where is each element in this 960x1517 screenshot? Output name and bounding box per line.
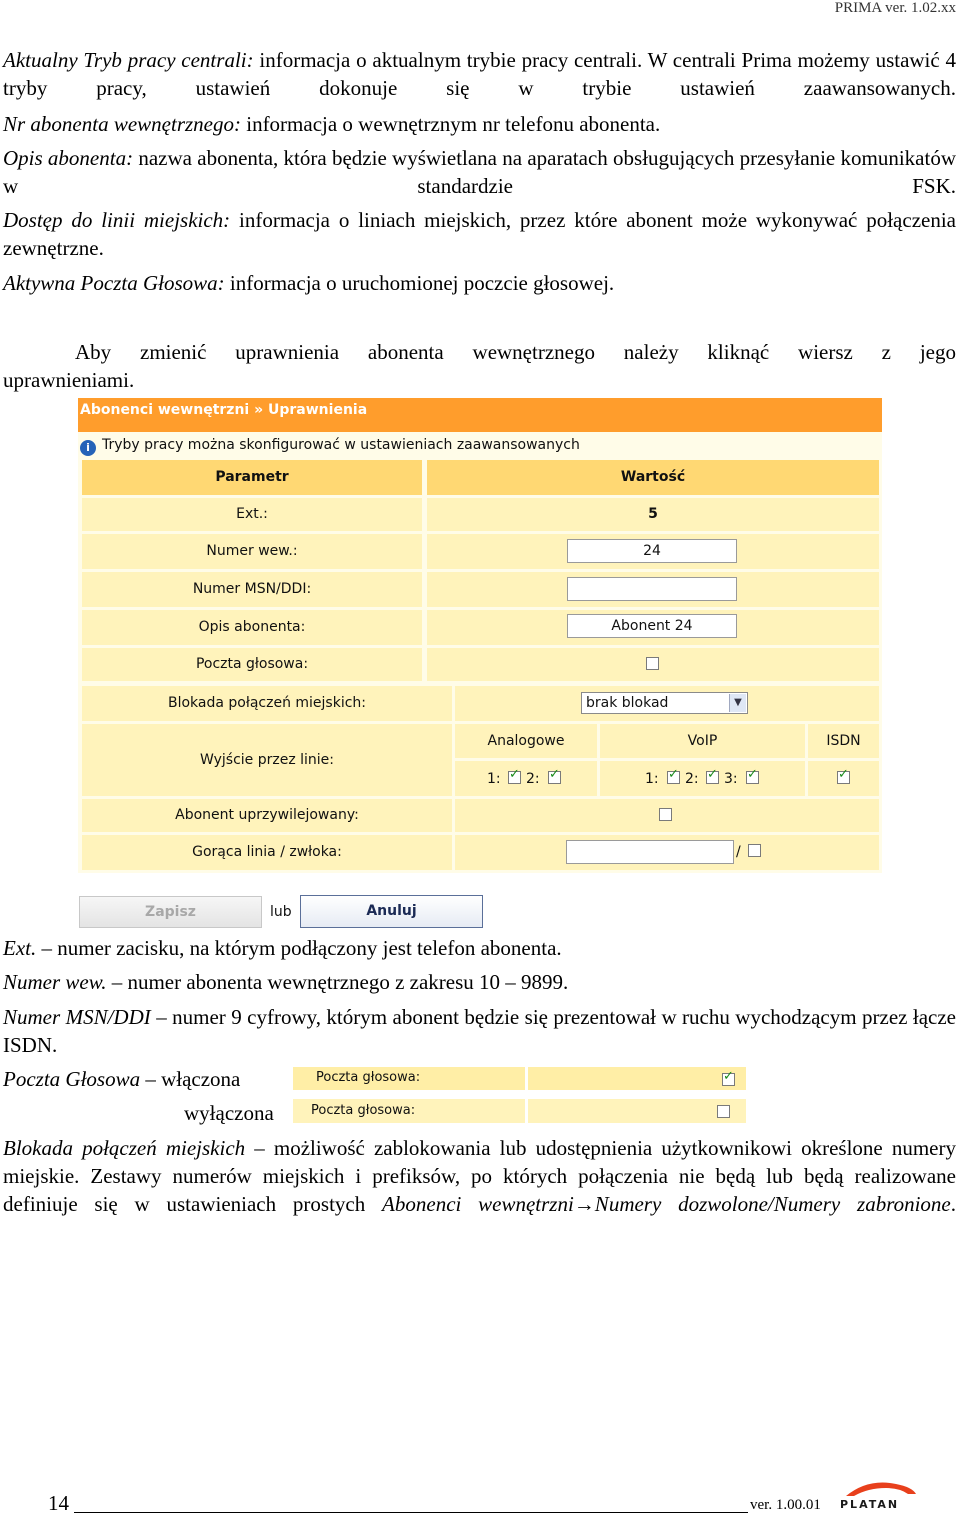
info-text: Tryby pracy można skonfigurować w ustawieniach zaawansowanych	[102, 437, 580, 453]
text-msn: – numer 9 cyfrowy, którym abonent będzie się prezentował w ruchu wychodzącym przez łącze ISDN.	[3, 1005, 957, 1057]
voip-line-1-label: 1:	[645, 771, 659, 787]
analog-line-1-label: 1:	[487, 771, 501, 787]
chevron-down-icon: ▼	[729, 694, 746, 712]
paragraph-nr	[3, 110, 956, 138]
paragraph-poczta	[3, 269, 956, 297]
voip-line-3-checkbox[interactable]	[746, 771, 759, 784]
cell-voip-lines	[600, 761, 805, 796]
info-icon: i	[80, 440, 96, 456]
label-blokada: Blokada połączeń miejskich:	[82, 686, 452, 721]
term-msn: Numer MSN/DDI	[3, 1005, 151, 1029]
blokada-select[interactable]	[581, 692, 748, 714]
voip-line-3-label: 3:	[724, 771, 738, 787]
version-header: PRIMA ver. 1.02.xx	[834, 0, 956, 16]
breadcrumb-bar	[78, 398, 882, 432]
term-poczta: Aktywna Poczta Głosowa:	[3, 271, 225, 295]
mini-off-label: Poczta głosowa:	[311, 1103, 416, 1118]
save-button[interactable]: Zapisz	[79, 896, 262, 928]
definition-poczta	[3, 1065, 240, 1093]
isdn-line-checkbox[interactable]	[837, 771, 850, 784]
mini-on-label: Poczta głosowa:	[316, 1070, 421, 1085]
page-number: 14	[48, 1491, 69, 1515]
label-opis-abonenta: Opis abonenta:	[82, 610, 422, 645]
mini-off-value-cell	[528, 1099, 746, 1123]
cancel-button[interactable]: Anuluj	[300, 895, 483, 928]
numer-wew-input[interactable]: 24	[567, 539, 737, 563]
mini-on-value-cell	[528, 1067, 746, 1090]
text-numer-wew: – numer abonenta wewnętrznego z zakresu 10 – 9899.	[106, 970, 569, 994]
paragraph-aby-line1: Aby zmienić uprawnienia abonenta wewnętrznego należy kliknąć wiersz z jego	[75, 340, 956, 364]
voip-line-1-checkbox[interactable]	[667, 771, 680, 784]
text-poczta-on: – włączona	[140, 1067, 241, 1091]
term-numer-wew: Numer wew.	[3, 970, 107, 994]
goraca-linia-input[interactable]	[566, 840, 734, 864]
term-blokada: Blokada połączeń miejskich	[3, 1136, 246, 1160]
text-blokada: – możliwość zablokowania lub udostępnienia użytkownikowi określone numery miejskie. Zestawy numerów miejskich i prefiksów, po których połączenia nie będą lub będą realizowane definiuje się w ustawieniach prostych	[3, 1136, 956, 1216]
text-tryb: informacja o aktualnym trybie pracy centrali. W centrali Prima możemy ustawić 4 tryby pracy, ustawień dokonuje się w trybie ustawień zaawansowanych.	[3, 48, 956, 100]
label-poczta-glosowa: Poczta głosowa:	[82, 648, 422, 681]
opis-abonenta-input[interactable]: Abonent 24	[567, 614, 737, 638]
footer-version: ver. 1.00.01	[750, 1497, 821, 1513]
paragraph-dostep	[3, 206, 956, 262]
or-text: lub	[270, 904, 292, 920]
blokada-select-value: brak blokad	[586, 695, 669, 711]
group-isdn: ISDN	[808, 724, 879, 758]
paragraph-opis	[3, 144, 956, 200]
msn-ddi-input[interactable]	[567, 577, 737, 601]
label-ext: Ext.:	[82, 498, 422, 531]
analog-line-2-label: 2:	[526, 771, 540, 787]
label-msn-ddi: Numer MSN/DDI:	[82, 572, 422, 607]
label-goraca-linia: Gorąca linia / zwłoka:	[82, 835, 452, 870]
definition-msn	[3, 1003, 956, 1059]
footer-rule	[74, 1512, 748, 1513]
text-poczta-off: wyłączona	[184, 1101, 274, 1125]
analog-line-2-checkbox[interactable]	[548, 771, 561, 784]
text-opis: nazwa abonenta, która będzie wyświetlana na aparatach obsługujących przesyłanie komunikatów w standardzie FSK.	[3, 146, 956, 198]
group-voip: VoIP	[600, 724, 805, 758]
definition-ext	[3, 934, 956, 962]
column-header-wartosc: Wartość	[427, 460, 879, 495]
paragraph-aby-line2: uprawnieniami.	[3, 368, 135, 392]
text-nr: informacja o wewnętrznym nr telefonu abonenta.	[240, 112, 661, 136]
path-blokada: Abonenci wewnętrzni→Numery dozwolone/Numery zabronione	[382, 1192, 951, 1216]
definition-numer-wew	[3, 968, 956, 996]
goraca-linia-separator: /	[736, 844, 741, 860]
voip-line-2-checkbox[interactable]	[706, 771, 719, 784]
poczta-glosowa-checkbox[interactable]	[646, 657, 659, 670]
paragraph-tryb	[3, 46, 956, 102]
term-ext: Ext.	[3, 936, 37, 960]
group-analogowe: Analogowe	[455, 724, 597, 758]
analog-line-1-checkbox[interactable]	[508, 771, 521, 784]
text-ext: – numer zacisku, na którym podłączony jest telefon abonenta.	[36, 936, 562, 960]
term-nr: Nr abonenta wewnętrznego:	[3, 112, 241, 136]
label-numer-wew: Numer wew.:	[82, 534, 422, 569]
end-blokada: .	[950, 1192, 957, 1216]
term-dostep: Dostęp do linii miejskich:	[3, 208, 231, 232]
zwloka-checkbox[interactable]	[748, 844, 761, 857]
platan-logo	[838, 1476, 922, 1512]
label-wyjscie: Wyjście przez linie:	[82, 724, 452, 796]
text-dostep: informacja o liniach miejskich, przez które abonent może wykonywać połączenia zewnętrzne.	[3, 208, 956, 260]
column-header-parametr: Parametr	[82, 460, 422, 495]
term-opis: Opis abonenta:	[3, 146, 134, 170]
uprzywilejowany-checkbox[interactable]	[659, 808, 672, 821]
mini-off-checkbox	[717, 1105, 730, 1118]
voip-line-2-label: 2:	[685, 771, 699, 787]
label-uprzywilejowany: Abonent uprzywilejowany:	[82, 799, 452, 832]
definition-blokada	[3, 1134, 956, 1218]
term-tryb: Aktualny Tryb pracy centrali:	[3, 48, 254, 72]
info-message	[80, 437, 580, 456]
value-ext: 5	[427, 498, 879, 531]
mini-on-checkbox	[722, 1073, 735, 1086]
breadcrumb: Abonenci wewnętrzni » Uprawnienia	[80, 402, 368, 418]
platan-logo-text: PLATAN	[840, 1498, 900, 1511]
text-poczta: informacja o uruchomionej poczcie głosowej.	[224, 271, 615, 295]
term-poczta-glosowa: Poczta Głosowa	[3, 1067, 141, 1091]
